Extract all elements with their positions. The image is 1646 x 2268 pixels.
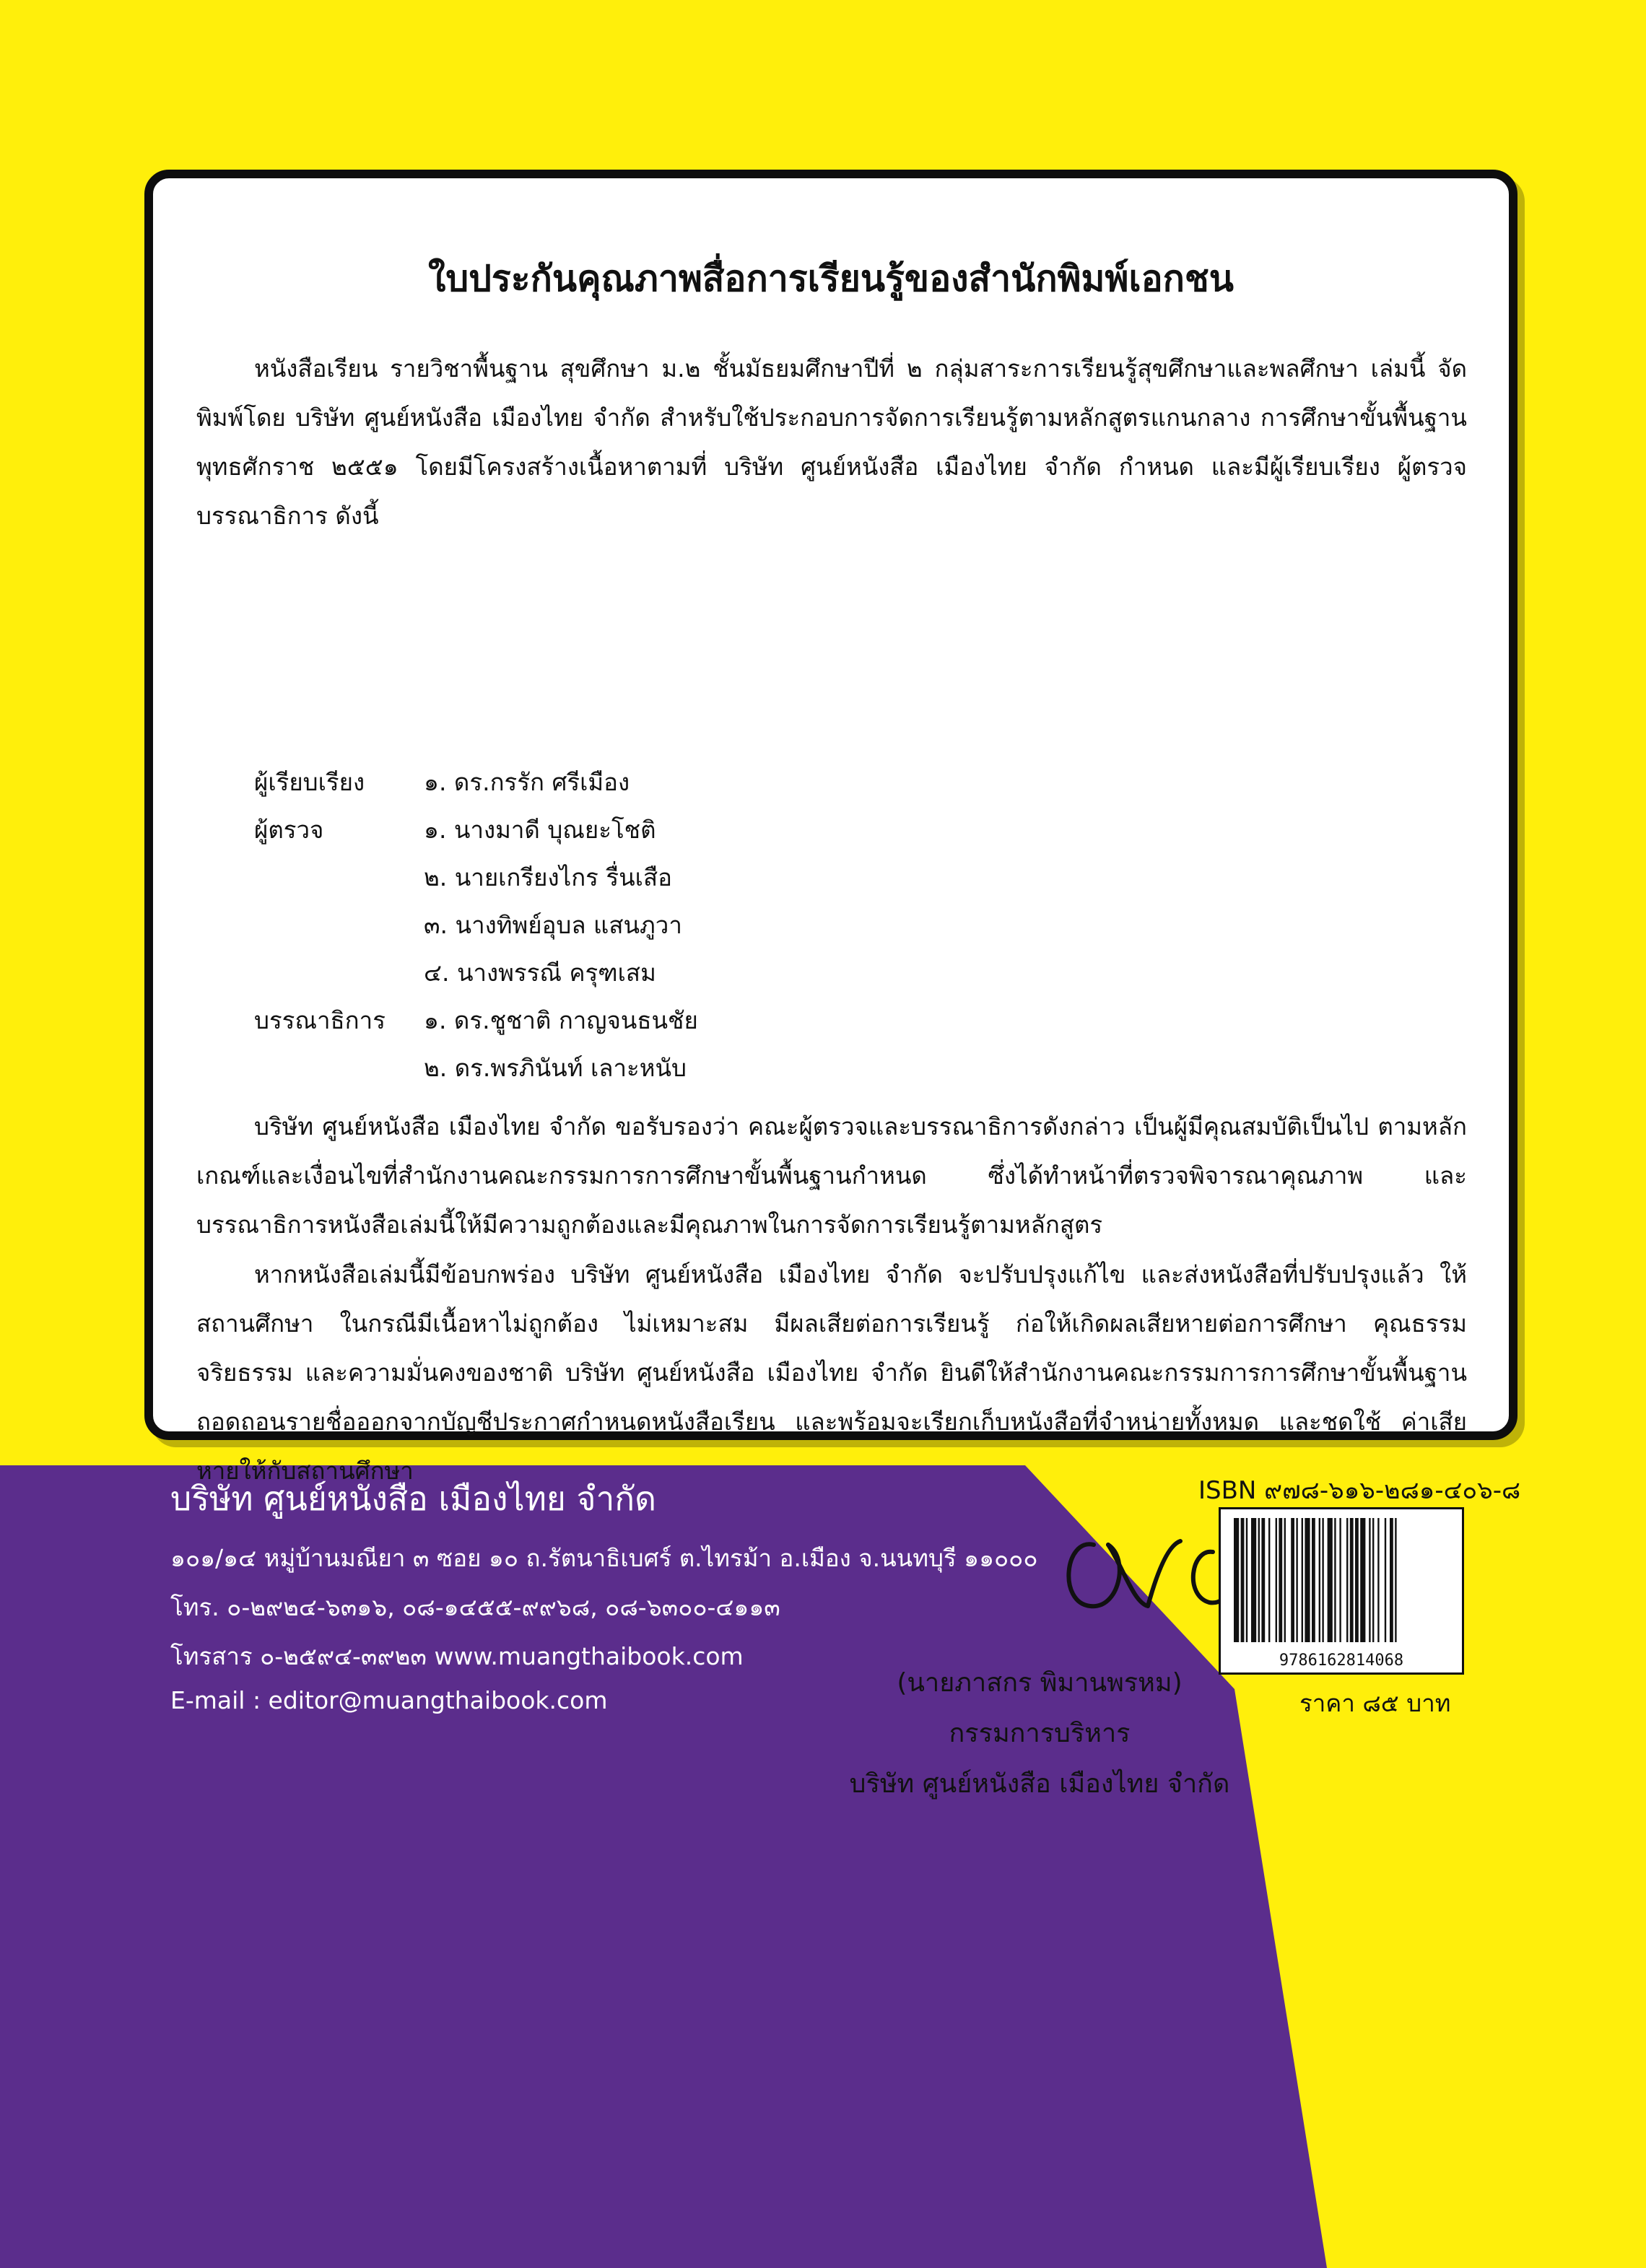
publisher-name: บริษัท ศูนย์หนังสือ เมืองไทย จำกัด — [170, 1479, 656, 1518]
publisher-phone: โทร. ๐-๒๙๒๔-๖๓๑๖, ๐๘-๑๔๕๕-๙๙๖๘, ๐๘-๖๓๐๐-๔๑๑๓ — [170, 1593, 780, 1621]
staff-role: ผู้ตรวจ — [254, 816, 324, 844]
barcode-bar — [1251, 1518, 1256, 1642]
barcode-bar — [1350, 1518, 1354, 1642]
barcode-bar — [1377, 1518, 1379, 1642]
publisher-address: ๑๐๑/๑๔ หมู่บ้านมณียา ๓ ซอย ๑๐ ถ.รัตนาธิเบศร์ ต.ไทรม้า อ.เมือง จ.นนทบุรี ๑๑๐๐๐ — [170, 1544, 1038, 1572]
certificate-title: ใบประกันคุณภาพสื่อการเรียนรู้ของสำนักพิมพ์เอกชน — [428, 258, 1234, 300]
staff-name: ๑. ดร.กรรัก ศรีเมือง — [424, 768, 630, 796]
price-label: ราคา ๘๕ บาท — [1299, 1689, 1451, 1717]
barcode — [1219, 1507, 1464, 1675]
barcode-bar — [1355, 1518, 1359, 1642]
barcode-bar — [1302, 1518, 1303, 1642]
barcode-bar — [1339, 1518, 1341, 1642]
barcode-bar — [1305, 1518, 1310, 1642]
barcode-bar — [1312, 1518, 1315, 1642]
intro-paragraph — [196, 344, 1467, 541]
barcode-bar — [1296, 1518, 1297, 1642]
certification-paragraph — [196, 1102, 1467, 1249]
intro-text: หนังสือเรียน รายวิชาพื้นฐาน สุขศึกษา ม.๒ ชั้นมัธยมศึกษาปีที่ ๒ กลุ่มสาระการเรียนรู้สุขศึกษาและพลศึกษา เล่มนี้ จัดพิมพ์โดย บริษัท ศูนย์หนังสือ เมืองไทย จำกัด สำหรับใช้ประกอบการจัดการเรียนรู้ตามหลักสูตรแกนกลาง การศึกษาขั้นพื้นฐาน พุทธศักราช ๒๕๕๑ โดยมีโครงสร้างเนื้อหาตามที่ บริษัท ศูนย์หนังสือ เมืองไทย จำกัด กำหนด และมีผู้เรียบเรียง ผู้ตรวจ บรรณาธิการ ดังนี้ — [196, 354, 1467, 530]
barcode-bar — [1276, 1518, 1277, 1642]
quality-certificate-card — [144, 170, 1517, 1485]
signer-company: บริษัท ศูนย์หนังสือ เมืองไทย จำกัด — [849, 1769, 1230, 1799]
barcode-bar — [1390, 1518, 1393, 1642]
barcode-bar — [1291, 1518, 1294, 1642]
barcode-bar — [1328, 1518, 1333, 1642]
staff-role: บรรณาธิการ — [254, 1006, 386, 1034]
barcode-bar — [1261, 1518, 1265, 1642]
signer-title: กรรมการบริหาร — [949, 1719, 1131, 1748]
barcode-bar — [1395, 1518, 1396, 1642]
certification-text: บริษัท ศูนย์หนังสือ เมืองไทย จำกัด ขอรับรองว่า คณะผู้ตรวจและบรรณาธิการดังกล่าว เป็นผู้มีคุณสมบัติเป็นไป ตามหลักเกณฑ์และเงื่อนไขที่สำนักงานคณะกรรมการการศึกษาขั้นพื้นฐานกำหนด ซึ่งได้ทำหน้าที่ตรวจพิจารณาคุณภาพ และบรรณาธิการหนังสือเล่มนี้ให้มีความถูกต้องและมีคุณภาพในการจัดการเรียนรู้ตามหลักสูตร — [196, 1112, 1467, 1239]
barcode-bar — [1258, 1518, 1260, 1642]
barcode-bar — [1268, 1518, 1270, 1642]
barcode-bar — [1319, 1518, 1320, 1642]
barcode-bar — [1322, 1518, 1323, 1642]
barcode-bar — [1284, 1518, 1286, 1642]
barcode-bar — [1372, 1518, 1374, 1642]
liability-paragraph — [196, 1250, 1467, 1496]
barcode-bar — [1246, 1518, 1247, 1642]
barcode-bar — [1385, 1518, 1386, 1642]
staff-name: ๒. นายเกรียงไกร รื่นเสือ — [424, 863, 672, 891]
barcode-bar — [1369, 1518, 1370, 1642]
staff-name: ๑. ดร.ชูชาติ กาญจนธนชัย — [424, 1006, 698, 1034]
publisher-email: E-mail : editor@muangthaibook.com — [170, 1686, 608, 1714]
liability-text: หากหนังสือเล่มนี้มีข้อบกพร่อง บริษัท ศูนย์หนังสือ เมืองไทย จำกัด จะปรับปรุงแก้ไข และส่งหนังสือที่ปรับปรุงแล้ว ให้สถานศึกษา ในกรณีมีเนื้อหาไม่ถูกต้อง ไม่เหมาะสม มีผลเสียต่อการเรียนรู้ ก่อให้เกิดผลเสียหายต่อการศึกษา คุณธรรม จริยธรรม และความมั่นคงของชาติ บริษัท ศูนย์หนังสือ เมืองไทย จำกัด ยินดีให้สำนักงานคณะกรรมการการศึกษาขั้นพื้นฐาน ถอดถอนรายชื่อออกจากบัญชีประกาศกำหนดหนังสือเรียน และพร้อมจะเรียกเก็บหนังสือที่จำหน่ายทั้งหมด และชดใช้ ค่าเสียหายให้กับสถานศึกษา — [196, 1260, 1467, 1485]
signer-name: (นายภาสกร พิมานพรหม) — [897, 1668, 1183, 1698]
staff-role: ผู้เรียบเรียง — [254, 768, 365, 796]
barcode-bar — [1234, 1518, 1239, 1642]
staff-name: ๔. นางพรรณี ครุฑเสม — [424, 959, 656, 987]
barcode-bar — [1346, 1518, 1348, 1642]
staff-name: ๑. นางมาดี บุณยะโชติ — [424, 816, 656, 844]
barcode-bar — [1360, 1518, 1365, 1642]
staff-name: ๓. นางทิพย์อุบล แสนภูวา — [424, 911, 682, 939]
barcode-bar — [1334, 1518, 1336, 1642]
isbn-number: ISBN ๙๗๘-๖๑๖-๒๘๑-๔๐๖-๘ — [1198, 1476, 1521, 1505]
barcode-bars — [1231, 1518, 1455, 1642]
publisher-fax-website: โทรสาร ๐-๒๕๙๔-๓๙๒๓ www.muangthaibook.com — [170, 1642, 744, 1670]
staff-name: ๒. ดร.พรภินันท์ เลาะหนับ — [424, 1054, 687, 1082]
barcode-bar — [1241, 1518, 1245, 1642]
barcode-bar — [1279, 1518, 1282, 1642]
barcode-digits: 9786162814068 — [1279, 1652, 1404, 1670]
